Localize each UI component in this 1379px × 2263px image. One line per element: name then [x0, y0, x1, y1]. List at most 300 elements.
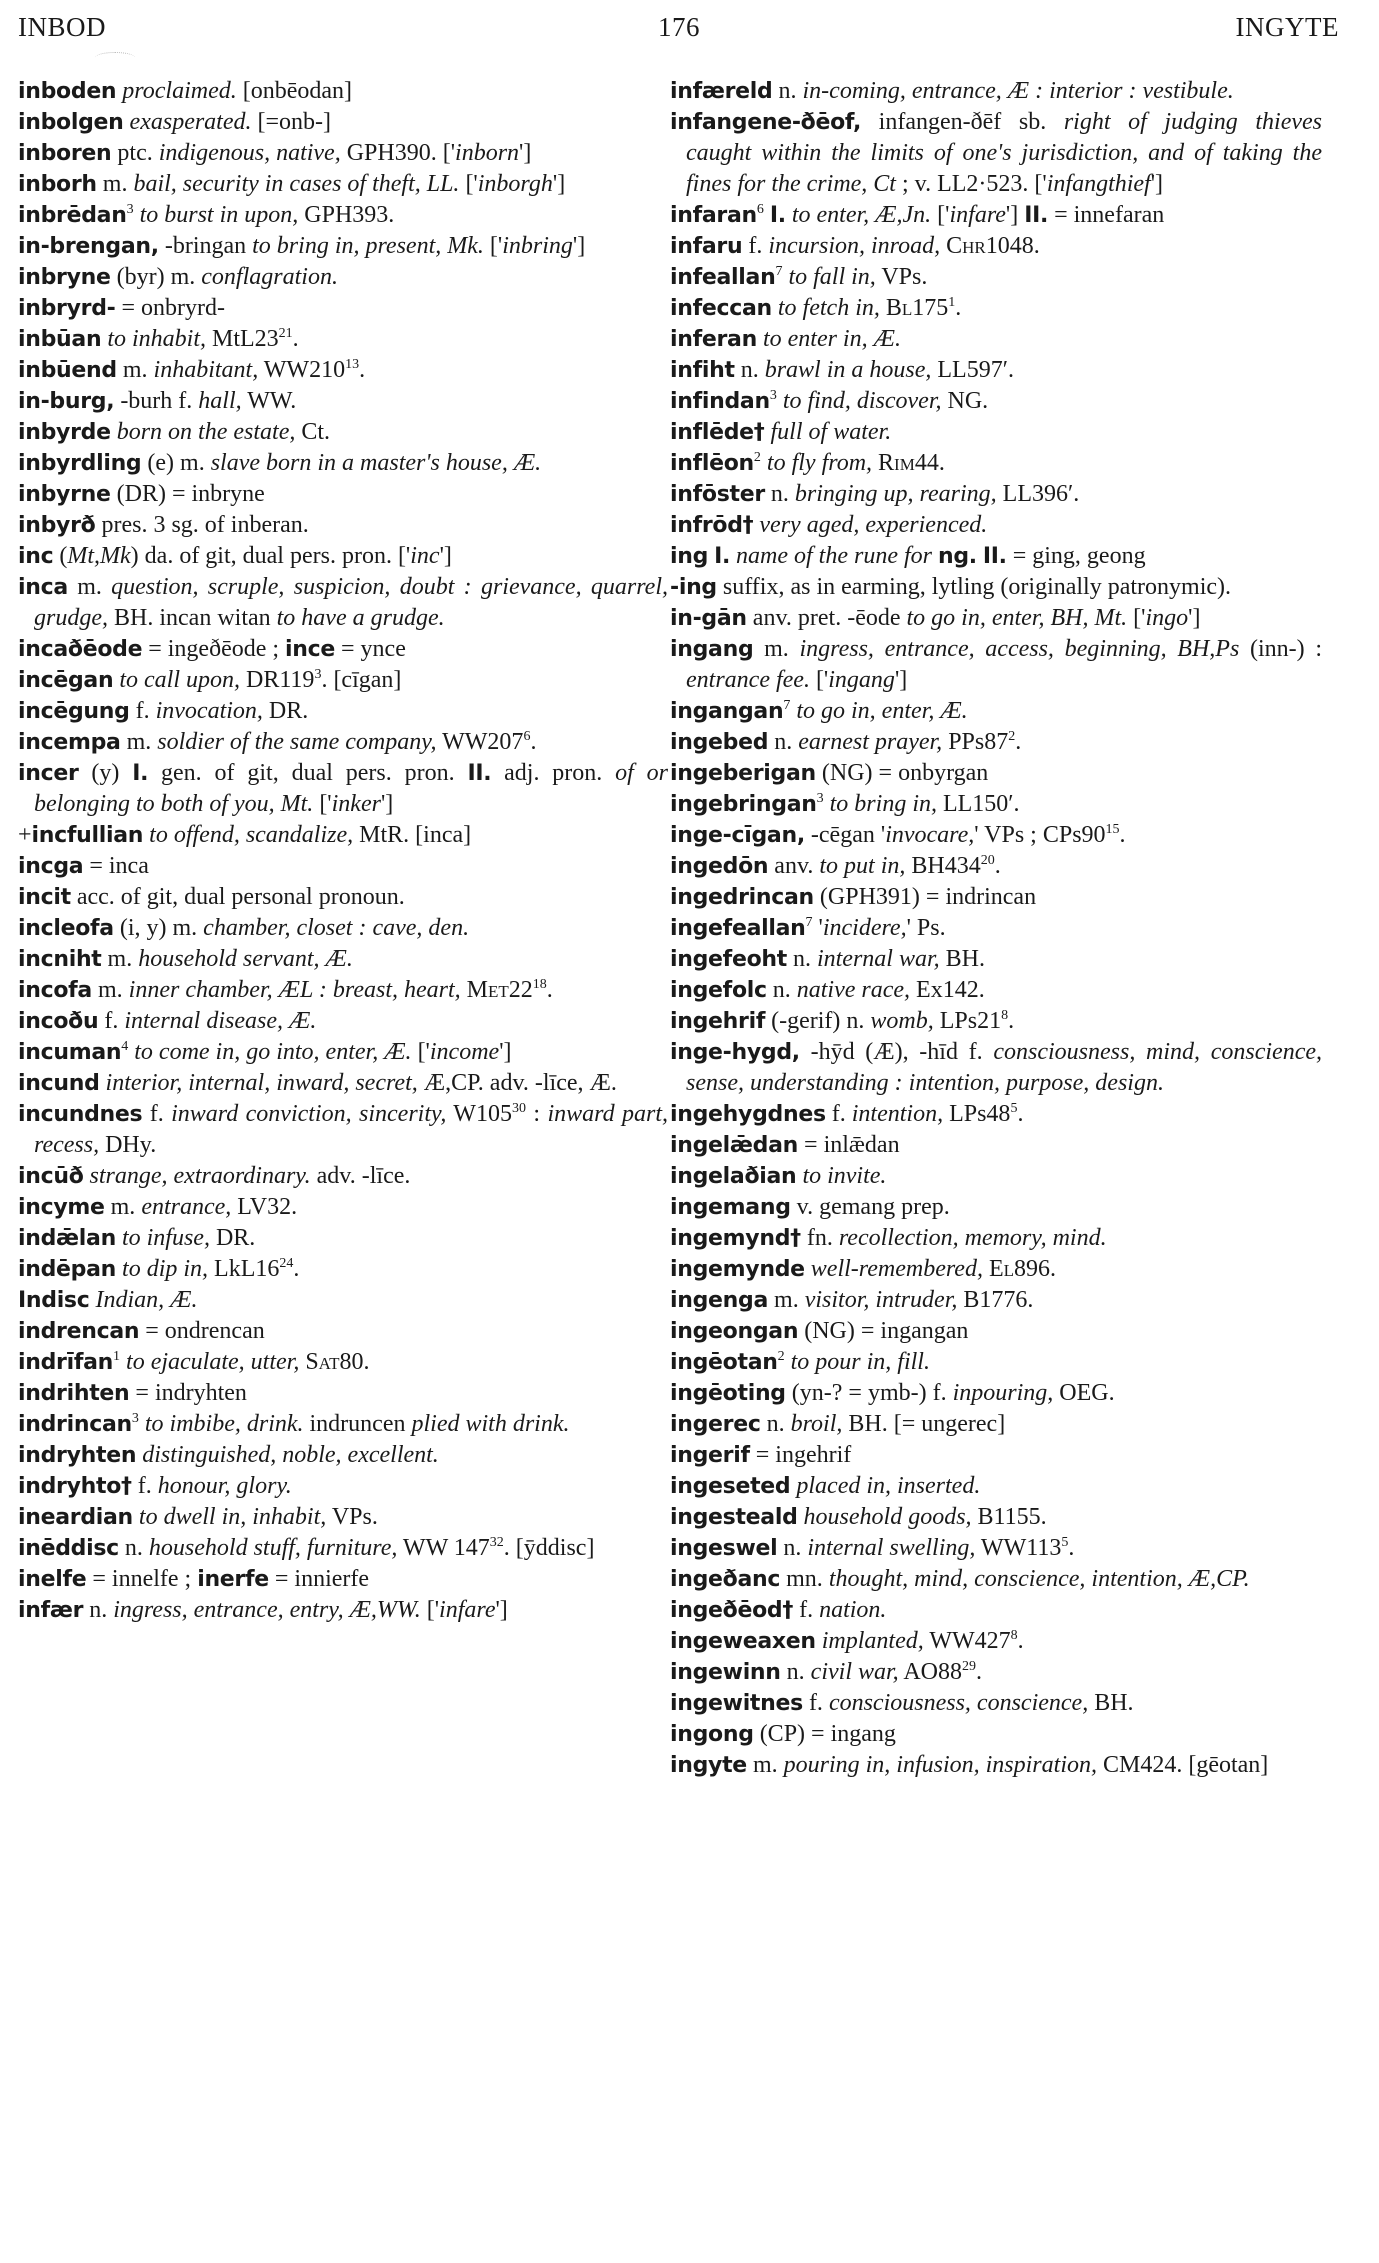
- headword: inboden: [18, 79, 117, 104]
- superscript: 24: [279, 1256, 294, 1271]
- headword: incofa: [18, 978, 92, 1003]
- dictionary-entry: [18, 1037, 668, 1068]
- entry-text: adv. -līce.: [310, 1163, 411, 1189]
- definition-italic: to go in, enter, Æ.: [796, 698, 968, 724]
- headword: incuman: [18, 1040, 122, 1065]
- headword: ingedōn: [670, 854, 769, 879]
- entry-text: .: [359, 357, 366, 383]
- definition-italic: bail, security in cases of theft, LL.: [133, 171, 460, 197]
- right-column: [670, 76, 1322, 1781]
- entry-text: WW.: [241, 388, 297, 414]
- dictionary-entry: [18, 479, 668, 510]
- definition-italic: brawl in a house,: [764, 357, 932, 383]
- headword: inbūend: [18, 358, 117, 383]
- headword: ingerec: [670, 1412, 761, 1437]
- superscript: 13: [345, 357, 360, 372]
- superscript: 8: [1010, 1628, 1018, 1643]
- superscript: 2: [777, 1349, 785, 1364]
- definition-italic: household servant, Æ.: [138, 946, 353, 972]
- entry-text: f.: [742, 233, 769, 259]
- headword: II.: [982, 544, 1007, 569]
- definition-italic: inward part, recess,: [34, 1101, 668, 1158]
- entry-text: (NG) = onbyrgan: [815, 760, 989, 786]
- definition-italic: to enter, Æ,Jn.: [791, 202, 932, 228]
- headword: indrencan: [18, 1319, 140, 1344]
- dictionary-entry: [670, 479, 1322, 510]
- definition-italic: to invite.: [802, 1163, 887, 1189]
- headword: infrōd†: [670, 513, 754, 538]
- definition-italic: name of the rune for: [736, 543, 932, 569]
- superscript: 3: [131, 1411, 139, 1426]
- headword: inge-hygd,: [670, 1040, 800, 1065]
- dictionary-entry: [18, 1161, 668, 1192]
- entry-text: ; v. LL2·523. [': [895, 171, 1047, 197]
- headword: ingang: [670, 637, 754, 662]
- headword: inbūan: [18, 327, 102, 352]
- definition-italic: right of judging thieves caught within the limits of one's jurisdiction, and of taking the fines for the crime, Ct: [686, 109, 1322, 197]
- definition-italic: to fly from,: [766, 450, 873, 476]
- dictionary-entry: [18, 200, 668, 231]
- superscript: 29: [962, 1659, 977, 1674]
- headword: inbrēdan: [18, 203, 127, 228]
- dictionary-entry: [18, 634, 668, 665]
- definition-italic: invocare,: [885, 822, 975, 848]
- dictionary-entry: [670, 572, 1322, 603]
- dictionary-entry: [670, 1347, 1322, 1378]
- entry-text: infangen-ðēf sb.: [861, 109, 1064, 135]
- entry-text: gen. of git, dual pers. pron.: [148, 760, 468, 786]
- entry-text: WW210: [258, 357, 346, 383]
- definition-italic: to imbibe, drink.: [144, 1411, 304, 1437]
- entry-text: .: [1017, 1101, 1024, 1127]
- headword: ingewinn: [670, 1660, 781, 1685]
- entry-text: .: [1068, 1535, 1075, 1561]
- entry-text: m.: [101, 946, 139, 972]
- dictionary-entry: [670, 1657, 1322, 1688]
- headword: indryhten: [18, 1443, 137, 1468]
- entry-text: . [cīgan]: [321, 667, 402, 693]
- headword: ingemynde: [670, 1257, 805, 1282]
- headword: incund: [18, 1071, 100, 1096]
- definition-italic: womb,: [870, 1008, 934, 1034]
- definition-italic: Mt,Mk: [67, 543, 131, 569]
- entry-text: ']: [552, 171, 566, 197]
- headword: incēgung: [18, 699, 130, 724]
- entry-text: fn.: [800, 1225, 839, 1251]
- superscript: 3: [816, 791, 824, 806]
- definition-italic: internal disease, Æ.: [124, 1008, 317, 1034]
- definition-italic: conflagration.: [201, 264, 338, 290]
- entry-text: Ex142.: [910, 977, 985, 1003]
- headword: ince: [285, 637, 336, 662]
- entry-text: BH. incan witan: [108, 605, 277, 631]
- entry-text: m.: [746, 1752, 784, 1778]
- headword: ingelaðian: [670, 1164, 797, 1189]
- entry-text: n.: [780, 1659, 811, 1685]
- entry-text: adj. pron.: [491, 760, 616, 786]
- entry-text: = ynce: [335, 636, 406, 662]
- headword: inborh: [18, 172, 97, 197]
- dictionary-entry: [670, 1223, 1322, 1254]
- entry-text: WW427: [923, 1628, 1011, 1654]
- entry-text: (byr) m.: [110, 264, 202, 290]
- entry-text: WW113: [975, 1535, 1062, 1561]
- entry-text: = indryhten: [129, 1380, 247, 1406]
- superscript: 18: [532, 977, 547, 992]
- entry-text: ']: [439, 543, 452, 569]
- dictionary-entry: [670, 851, 1322, 882]
- dictionary-entry: [670, 944, 1322, 975]
- headword: ingeðēod†: [670, 1598, 794, 1623]
- entry-text: n.: [760, 1411, 791, 1437]
- headword: ingemynd†: [670, 1226, 801, 1251]
- dictionary-entry: [18, 913, 668, 944]
- headword: ingefeoht: [670, 947, 787, 972]
- entry-text: PPs87: [942, 729, 1009, 755]
- dictionary-entry: [18, 1099, 668, 1161]
- dictionary-entry: [18, 262, 668, 293]
- headword: incyme: [18, 1195, 105, 1220]
- right-guideword: INGYTE: [1235, 12, 1339, 42]
- headword: ingebringan: [670, 792, 817, 817]
- superscript: 7: [805, 915, 813, 930]
- entry-text: WW 147: [397, 1535, 490, 1561]
- definition-italic: inborn: [455, 140, 520, 166]
- definition-italic: civil war,: [810, 1659, 899, 1685]
- superscript: 3: [769, 388, 777, 403]
- superscript: 1: [113, 1349, 121, 1364]
- definition-italic: intention,: [851, 1101, 944, 1127]
- entry-text: (CP) = ingang: [753, 1721, 896, 1747]
- headword: inflēde†: [670, 420, 765, 445]
- headword: ingeswel: [670, 1536, 778, 1561]
- entry-text: OEG.: [1053, 1380, 1115, 1406]
- definition-italic: inner chamber, ÆL : breast, heart,: [128, 977, 461, 1003]
- entry-text: n.: [764, 481, 795, 507]
- definition-italic: to come in, go into, enter, Æ.: [134, 1039, 412, 1065]
- definition-italic: to inhabit,: [107, 326, 206, 352]
- entry-text: .: [976, 1659, 983, 1685]
- dictionary-entry: [18, 1471, 668, 1502]
- definition-italic: broil,: [790, 1411, 843, 1437]
- entry-text: (inn-) :: [1239, 636, 1322, 662]
- entry-text: m.: [768, 1287, 805, 1313]
- definition-italic: soldier of the same company,: [157, 729, 437, 755]
- headword: incit: [18, 885, 71, 910]
- entry-text: Ct.: [295, 419, 331, 445]
- headword: inbyrne: [18, 482, 111, 507]
- headword: incniht: [18, 947, 102, 972]
- dictionary-entry: [670, 913, 1322, 944]
- entry-text: anv.: [768, 853, 820, 879]
- definition-italic: consciousness, mind, conscience, sense, understanding : intention, purpose, design.: [686, 1039, 1322, 1096]
- headword: indēpan: [18, 1257, 117, 1282]
- entry-text: v. gemang prep.: [790, 1194, 950, 1220]
- entry-text: NG.: [941, 388, 989, 414]
- dictionary-entry: [18, 944, 668, 975]
- entry-text: .: [292, 326, 299, 352]
- entry-text: (NG) = ingangan: [798, 1318, 969, 1344]
- superscript: 21: [278, 326, 293, 341]
- entry-text: ']: [1005, 202, 1025, 228]
- dictionary-entry: [670, 293, 1322, 324]
- definition-italic: of or belonging to both of you, Mt.: [34, 760, 669, 817]
- headword: infeccan: [670, 296, 772, 321]
- entry-text: GPH390. [': [340, 140, 456, 166]
- entry-text: ' VPs ; CPs90: [974, 822, 1106, 848]
- entry-text: ']: [572, 233, 586, 259]
- superscript: 7: [783, 698, 791, 713]
- entry-text: [': [420, 1597, 440, 1623]
- superscript: 3: [126, 202, 134, 217]
- definition-italic: incursion, inroad,: [768, 233, 941, 259]
- dictionary-entry: [18, 293, 668, 324]
- entry-text: m.: [96, 171, 134, 197]
- definition-italic: to ejaculate, utter,: [126, 1349, 300, 1375]
- dictionary-entry: [18, 758, 668, 820]
- entry-text: = innelfe ;: [86, 1566, 198, 1592]
- headword: I.: [714, 544, 731, 569]
- definition-italic: ingress, entrance, entry, Æ,WW.: [113, 1597, 421, 1623]
- headword: indrihten: [18, 1381, 130, 1406]
- entry-text: 44.: [914, 450, 945, 476]
- entry-text: LPs48: [943, 1101, 1011, 1127]
- entry-text: ']: [519, 140, 532, 166]
- headword: inelfe: [18, 1567, 87, 1592]
- entry-text: f.: [131, 1473, 158, 1499]
- entry-text: 1048.: [985, 233, 1040, 259]
- entry-text: -bringan: [158, 233, 253, 259]
- entry-text: m.: [120, 729, 158, 755]
- definition-italic: well-remembered,: [810, 1256, 983, 1282]
- headword: II.: [467, 761, 492, 786]
- headword: ingeongan: [670, 1319, 799, 1344]
- headword: in-burg,: [18, 389, 115, 414]
- left-guideword: INBOD: [18, 12, 106, 42]
- headword: II.: [1024, 203, 1049, 228]
- headword: inbryrd-: [18, 296, 116, 321]
- dictionary-entry: [18, 107, 668, 138]
- dictionary-entry: [670, 386, 1322, 417]
- entry-text: .: [1119, 822, 1126, 848]
- dictionary-entry: [670, 231, 1322, 262]
- dictionary-entry: [18, 1347, 668, 1378]
- entry-text: . [ȳddisc]: [503, 1535, 595, 1561]
- entry-text: ']: [380, 791, 394, 817]
- definition-italic: pouring in, infusion, inspiration,: [783, 1752, 1097, 1778]
- entry-text: .: [293, 1256, 300, 1282]
- superscript: 30: [511, 1101, 526, 1116]
- entry-text: .: [530, 729, 537, 755]
- entry-text: anv. pret. -ēode: [746, 605, 907, 631]
- definition-italic: strange, extraordinary.: [89, 1163, 311, 1189]
- entry-text: DR.: [262, 698, 309, 724]
- definition-italic: nation.: [819, 1597, 887, 1623]
- entry-text: .: [546, 977, 553, 1003]
- entry-text: ': [812, 915, 823, 941]
- dictionary-entry: [18, 510, 668, 541]
- entry-text: = inlǣdan: [798, 1132, 900, 1158]
- definition-italic: infangthief: [1046, 171, 1151, 197]
- dictionary-entry: [670, 510, 1322, 541]
- dictionary-entry: [18, 324, 668, 355]
- definition-italic: to infuse,: [121, 1225, 210, 1251]
- definition-italic: to have a grudge.: [276, 605, 445, 631]
- headword: -ing: [670, 575, 717, 600]
- left-column: [18, 76, 668, 1626]
- definition-italic: ingang: [828, 667, 895, 693]
- entry-text: LkL16: [208, 1256, 280, 1282]
- definition-italic: slave born in a master's house, Æ.: [210, 450, 542, 476]
- definition-italic: internal swelling,: [807, 1535, 976, 1561]
- headword: infiht: [670, 358, 735, 383]
- entry-text: :: [525, 1101, 548, 1127]
- dictionary-entry: [18, 76, 668, 107]
- headword: incundnes: [18, 1102, 143, 1127]
- dictionary-entry: [18, 1223, 668, 1254]
- entry-text: LL150′.: [936, 791, 1020, 817]
- superscript: 32: [489, 1535, 504, 1550]
- superscript: 15: [1105, 822, 1120, 837]
- headword: infindan: [670, 389, 770, 414]
- entry-text: DHy.: [99, 1132, 157, 1158]
- definition-italic: to go in, enter, BH, Mt.: [906, 605, 1128, 631]
- dictionary-entry: [18, 1316, 668, 1347]
- definition-italic: invocation,: [155, 698, 263, 724]
- entry-text: [': [313, 791, 332, 817]
- headword: inge-cīgan,: [670, 823, 805, 848]
- entry-text: = ingehrif: [749, 1442, 852, 1468]
- entry-text: ']: [1188, 605, 1201, 631]
- entry-text: .: [1008, 1008, 1015, 1034]
- definition-italic: visitor, intruder,: [804, 1287, 958, 1313]
- entry-text: BH.: [1088, 1690, 1134, 1716]
- entry-text: ']: [499, 1039, 512, 1065]
- entry-text: m.: [116, 357, 154, 383]
- entry-text: 22: [508, 977, 533, 1003]
- definition-italic: distinguished, noble, excellent.: [142, 1442, 439, 1468]
- dictionary-entry: [18, 1006, 668, 1037]
- definition-italic: to pour in, fill.: [790, 1349, 930, 1375]
- source-abbrev: Met: [466, 977, 509, 1003]
- definition-italic: exasperated.: [129, 109, 252, 135]
- definition-italic: income: [429, 1039, 500, 1065]
- entry-text: CM424. [gēotan]: [1096, 1752, 1269, 1778]
- dictionary-entry: [670, 1471, 1322, 1502]
- headword: ingeweaxen: [670, 1629, 816, 1654]
- entry-text: -hȳd (Æ), -hīd f.: [799, 1039, 994, 1065]
- dictionary-entry: [18, 696, 668, 727]
- headword: indryhto†: [18, 1474, 132, 1499]
- definition-italic: in-coming, entrance, Æ : interior : vestibule.: [802, 78, 1234, 104]
- headword: infæreld: [670, 79, 773, 104]
- dictionary-entry: [670, 1006, 1322, 1037]
- headword: inboren: [18, 141, 112, 166]
- entry-text: (DR) = inbryne: [110, 481, 265, 507]
- source-abbrev: El: [988, 1256, 1014, 1282]
- entry-text: MtL23: [206, 326, 279, 352]
- dictionary-entry: [18, 448, 668, 479]
- headword: infeallan: [670, 265, 776, 290]
- dictionary-entry: [18, 541, 668, 572]
- headword: in-brengan,: [18, 234, 159, 259]
- dictionary-entry: [18, 1254, 668, 1285]
- headword: inerfe: [197, 1567, 269, 1592]
- dictionary-entry: [18, 1564, 668, 1595]
- headword: inferan: [670, 327, 757, 352]
- headword: ingēoting: [670, 1381, 786, 1406]
- entry-text: = ging, geong: [1006, 543, 1146, 569]
- dictionary-entry: [670, 355, 1322, 386]
- headword: inēddisc: [18, 1536, 119, 1561]
- scan-mark: [95, 52, 135, 63]
- headword: ingenga: [670, 1288, 769, 1313]
- entry-text: [onbēodan]: [236, 78, 353, 104]
- headword: ingerif: [670, 1443, 750, 1468]
- dictionary-entry: [670, 1564, 1322, 1595]
- headword: ingyte: [670, 1753, 747, 1778]
- running-head: [18, 12, 1339, 52]
- dictionary-entry: [18, 1192, 668, 1223]
- entry-text: indruncen: [303, 1411, 412, 1437]
- headword: ingong: [670, 1722, 754, 1747]
- definition-italic: inpouring,: [952, 1380, 1054, 1406]
- entry-text: m.: [91, 977, 129, 1003]
- definition-italic: inbring: [502, 233, 573, 259]
- headword: ingefolc: [670, 978, 767, 1003]
- dictionary-entry: [18, 851, 668, 882]
- headword: ingehrif: [670, 1009, 766, 1034]
- dictionary-entry: [670, 1099, 1322, 1130]
- entry-text: BH.: [939, 946, 985, 972]
- entry-text: B1776.: [957, 1287, 1034, 1313]
- headword: ing: [670, 544, 709, 569]
- headword: infangene-ðēof,: [670, 110, 862, 135]
- headword: ng.: [938, 544, 977, 569]
- entry-text: [': [809, 667, 829, 693]
- dictionary-entry: [18, 231, 668, 262]
- headword: infōster: [670, 482, 765, 507]
- dictionary-entry: [18, 665, 668, 696]
- definition-italic: infare: [949, 202, 1006, 228]
- entry-text: VPs.: [875, 264, 928, 290]
- entry-text: n.: [766, 977, 797, 1003]
- headword: incfullian: [31, 823, 144, 848]
- definition-italic: household stuff, furniture,: [148, 1535, 398, 1561]
- headword: indǣlan: [18, 1226, 116, 1251]
- dictionary-entry: [18, 1409, 668, 1440]
- headword: ingangan: [670, 699, 784, 724]
- definition-italic: incidere,: [822, 915, 907, 941]
- entry-text: .: [1015, 729, 1022, 755]
- headword: infær: [18, 1598, 84, 1623]
- dictionary-entry: [670, 1533, 1322, 1564]
- entry-text: suffix, as in earming, lytling (originally patronymic).: [716, 574, 1232, 600]
- headword: ingemang: [670, 1195, 791, 1220]
- entry-text: .: [994, 853, 1001, 879]
- headword: incleofa: [18, 916, 114, 941]
- definition-italic: inc: [410, 543, 440, 569]
- dictionary-entry: [670, 1130, 1322, 1161]
- superscript: 3: [314, 667, 322, 682]
- dictionary-entry: [670, 1750, 1322, 1781]
- dictionary-entry: [670, 1440, 1322, 1471]
- dictionary-entry: [670, 1719, 1322, 1750]
- entry-text: m.: [753, 636, 800, 662]
- entry-text: ptc.: [111, 140, 159, 166]
- definition-italic: inker: [331, 791, 381, 817]
- headword: incoðu: [18, 1009, 99, 1034]
